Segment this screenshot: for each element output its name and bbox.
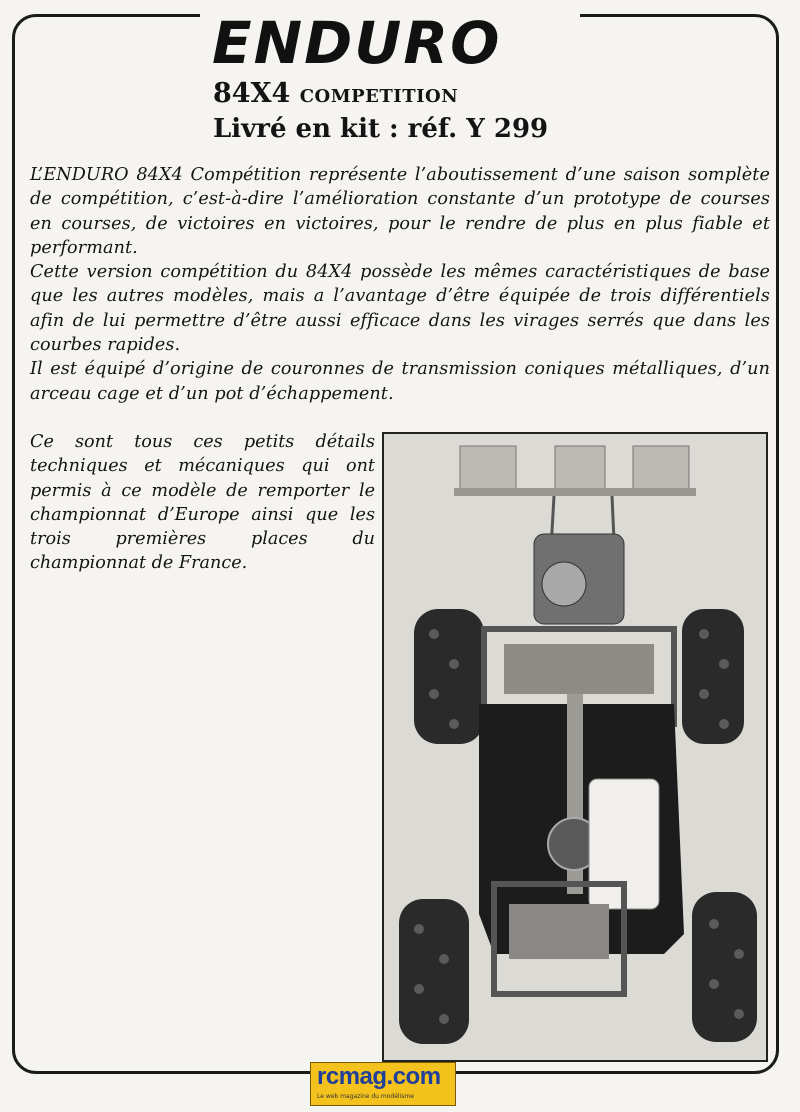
kit-reference: Livré en kit : réf. Y 299 <box>213 114 549 144</box>
paragraph-differentials: Cette version compétition du 84X4 possède les mêmes caractéristiques de base que les autres modèles, mais a l’avantage d’être équipée de trois différentiels afin de lui permettre d’être aussi efficace dans les virages serrés que dans les courbes rapides. <box>30 262 770 356</box>
paragraph-championship: Ce sont tous ces petits détails techniques et mécaniques qui ont permis à ce modèle de remporter le championnat d’Europe ainsi que les trois premières places du championnat de France. <box>30 432 375 574</box>
page-title: ENDURO <box>212 9 502 77</box>
model-subtitle <box>213 78 458 113</box>
model-number: 84X4 <box>213 78 291 109</box>
buggy-illustration <box>384 434 766 1060</box>
logo-tagline: Le web magazine du modélisme <box>317 1093 414 1100</box>
rcmag-logo[interactable] <box>310 1062 456 1106</box>
logo-text: rcmag.com <box>317 1063 441 1090</box>
paragraph-intro: L’ENDURO 84X4 Compétition représente l’aboutissement d’une saison somplète de compétition, c’est-à-dire l’amélioration constante d’un prototype de courses en courses, de victoires en victoires, pour le rendre de plus en plus fiable et performant. <box>30 165 770 258</box>
chassis-photo <box>382 432 768 1062</box>
paragraph-equipment: Il est équipé d’origine de couronnes de transmission coniques métalliques, d’un arceau cage et d’un pot d’échappement. <box>30 359 770 404</box>
model-suffix: COMPETITION <box>299 86 459 107</box>
article-body <box>30 163 770 406</box>
